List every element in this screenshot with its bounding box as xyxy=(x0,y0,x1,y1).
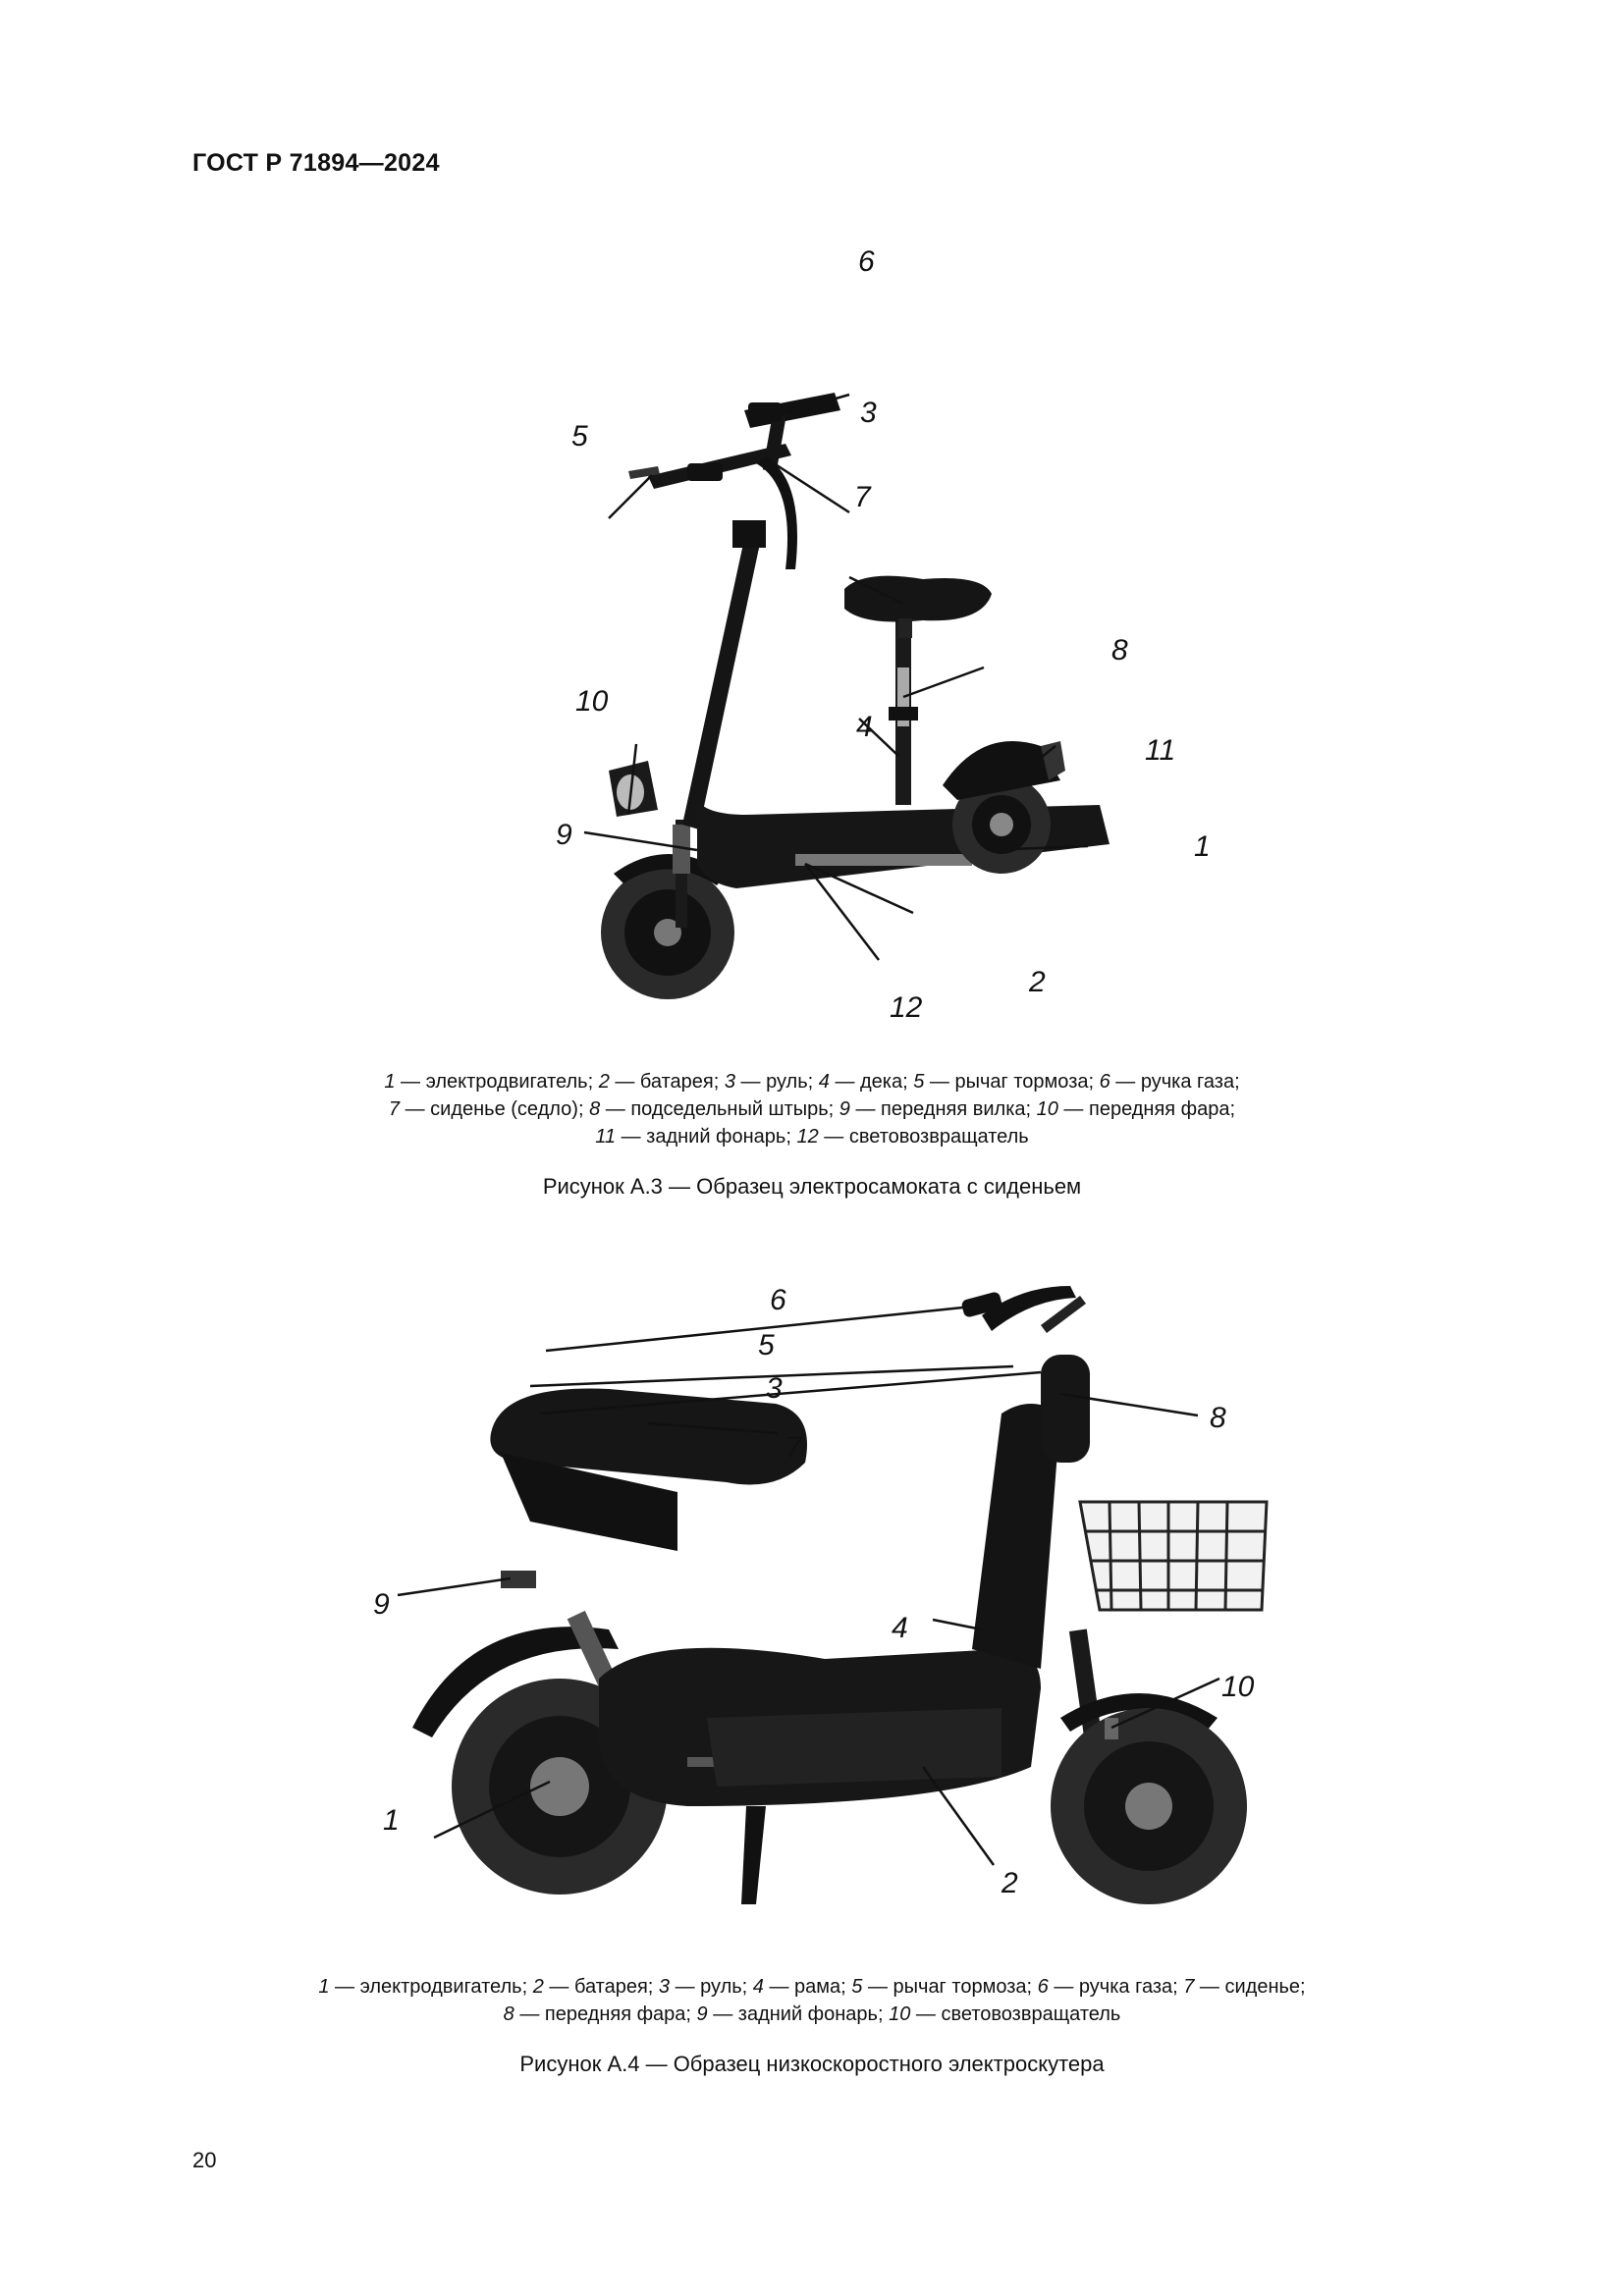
legend-text: — дека; xyxy=(829,1071,914,1093)
legend-number: 5 xyxy=(913,1071,925,1093)
legend-number: 2 xyxy=(598,1071,610,1093)
legend-number: 7 xyxy=(388,1098,401,1120)
legend-text: — электродвигатель; xyxy=(395,1071,599,1093)
callout-8: 8 xyxy=(1111,634,1128,667)
callout-7: 7 xyxy=(785,1431,802,1464)
legend-text: — сиденье; xyxy=(1194,1976,1306,1998)
legend-text: — руль; xyxy=(734,1071,819,1093)
legend-text: — сиденье (седло); xyxy=(400,1098,590,1120)
callout-9: 9 xyxy=(556,819,572,851)
figure-a3-scooter xyxy=(511,236,1237,1041)
legend-text: — рама; xyxy=(763,1976,852,1998)
callout-4: 4 xyxy=(856,711,873,743)
callout-8: 8 xyxy=(1210,1402,1226,1434)
legend-line-3 xyxy=(196,1123,1428,1150)
legend-number: 6 xyxy=(1037,1976,1049,1998)
figure-a4-moped xyxy=(353,1256,1316,1944)
battery xyxy=(707,1708,1001,1787)
figure-a3-caption: Рисунок А.3 — Образец электросамоката с сиденьем xyxy=(542,1174,1082,1199)
legend-text: — ручка газа; xyxy=(1048,1976,1184,1998)
legend-text: — передняя фара; xyxy=(1057,1098,1236,1120)
legend-line-1 xyxy=(196,1068,1428,1095)
front-wheel xyxy=(601,866,734,999)
front-basket xyxy=(1080,1502,1267,1610)
seat xyxy=(844,576,992,622)
callout-4: 4 xyxy=(892,1612,908,1644)
legend-text: — задний фонарь; xyxy=(707,2003,890,2025)
figure-a4-caption: Рисунок А.4 — Образец низкоскоростного электроскутера xyxy=(519,2052,1105,2076)
callout-3: 3 xyxy=(860,397,877,429)
figure-a4-legend xyxy=(196,1973,1428,2028)
legend-line-2 xyxy=(196,1095,1428,1123)
steering-stem xyxy=(682,530,762,829)
legend-text: — передняя вилка; xyxy=(849,1098,1037,1120)
document-header: ГОСТ Р 71894—2024 xyxy=(192,149,440,177)
legend-number: 3 xyxy=(724,1071,735,1093)
moped-drawing xyxy=(353,1256,1316,1944)
legend-number: 9 xyxy=(696,2003,708,2025)
callout-10: 10 xyxy=(575,685,609,718)
legend-number: 9 xyxy=(839,1098,850,1120)
legend-number: 10 xyxy=(1036,1098,1058,1120)
legend-text: — электродвигатель; xyxy=(329,1976,533,1998)
callout-9: 9 xyxy=(373,1588,390,1621)
legend-number: 10 xyxy=(889,2003,911,2025)
legend-number: 4 xyxy=(752,1976,764,1998)
legend-text: — руль; xyxy=(670,1976,753,1998)
kickstand xyxy=(741,1806,766,1904)
callout-5: 5 xyxy=(758,1329,775,1362)
legend-number: 6 xyxy=(1099,1071,1110,1093)
legend-number: 8 xyxy=(503,2003,514,2025)
page-number: 20 xyxy=(192,2148,217,2172)
scooter-drawing xyxy=(511,236,1237,1041)
legend-number: 5 xyxy=(851,1976,863,1998)
callout-6: 6 xyxy=(770,1284,786,1316)
legend-text: — подседельный штырь; xyxy=(600,1098,839,1120)
callout-2: 2 xyxy=(1029,966,1046,998)
legend-number: 7 xyxy=(1183,1976,1195,1998)
legend-number: 2 xyxy=(532,1976,544,1998)
handlebar xyxy=(960,1286,1086,1333)
legend-text: — рычаг тормоза; xyxy=(862,1976,1038,1998)
legend-number: 1 xyxy=(318,1976,330,1998)
legend-text: — батарея; xyxy=(543,1976,659,1998)
callout-1: 1 xyxy=(1194,830,1211,863)
legend-text: — задний фонарь; xyxy=(616,1126,797,1148)
legend-number: 12 xyxy=(796,1126,819,1148)
legend-line-1 xyxy=(196,1973,1428,2001)
callout-2: 2 xyxy=(1001,1867,1018,1899)
front-wheel xyxy=(1051,1708,1247,1904)
legend-number: 4 xyxy=(818,1071,830,1093)
callout-7: 7 xyxy=(854,481,871,513)
callout-12: 12 xyxy=(890,991,923,1024)
legend-text: — передняя фара; xyxy=(514,2003,697,2025)
legend-number: 3 xyxy=(658,1976,671,1998)
callout-10: 10 xyxy=(1221,1671,1255,1703)
callout-6: 6 xyxy=(858,245,875,278)
headlight-panel xyxy=(1041,1355,1090,1463)
legend-text: — батарея; xyxy=(609,1071,725,1093)
legend-text: — световозвращатель xyxy=(818,1126,1029,1148)
callout-3: 3 xyxy=(766,1372,783,1405)
legend-number: 1 xyxy=(384,1071,396,1093)
legend-line-2 xyxy=(196,2001,1428,2028)
figure-a3-legend xyxy=(196,1068,1428,1150)
legend-text: — световозвращатель xyxy=(910,2003,1121,2025)
reflector xyxy=(1105,1718,1118,1739)
legend-text: — ручка газа; xyxy=(1110,1071,1240,1093)
legend-number: 11 xyxy=(595,1126,617,1148)
callout-1: 1 xyxy=(383,1804,400,1837)
callout-5: 5 xyxy=(571,420,588,453)
legend-text: — рычаг тормоза; xyxy=(924,1071,1100,1093)
legend-number: 8 xyxy=(589,1098,601,1120)
callout-11: 11 xyxy=(1145,734,1176,767)
